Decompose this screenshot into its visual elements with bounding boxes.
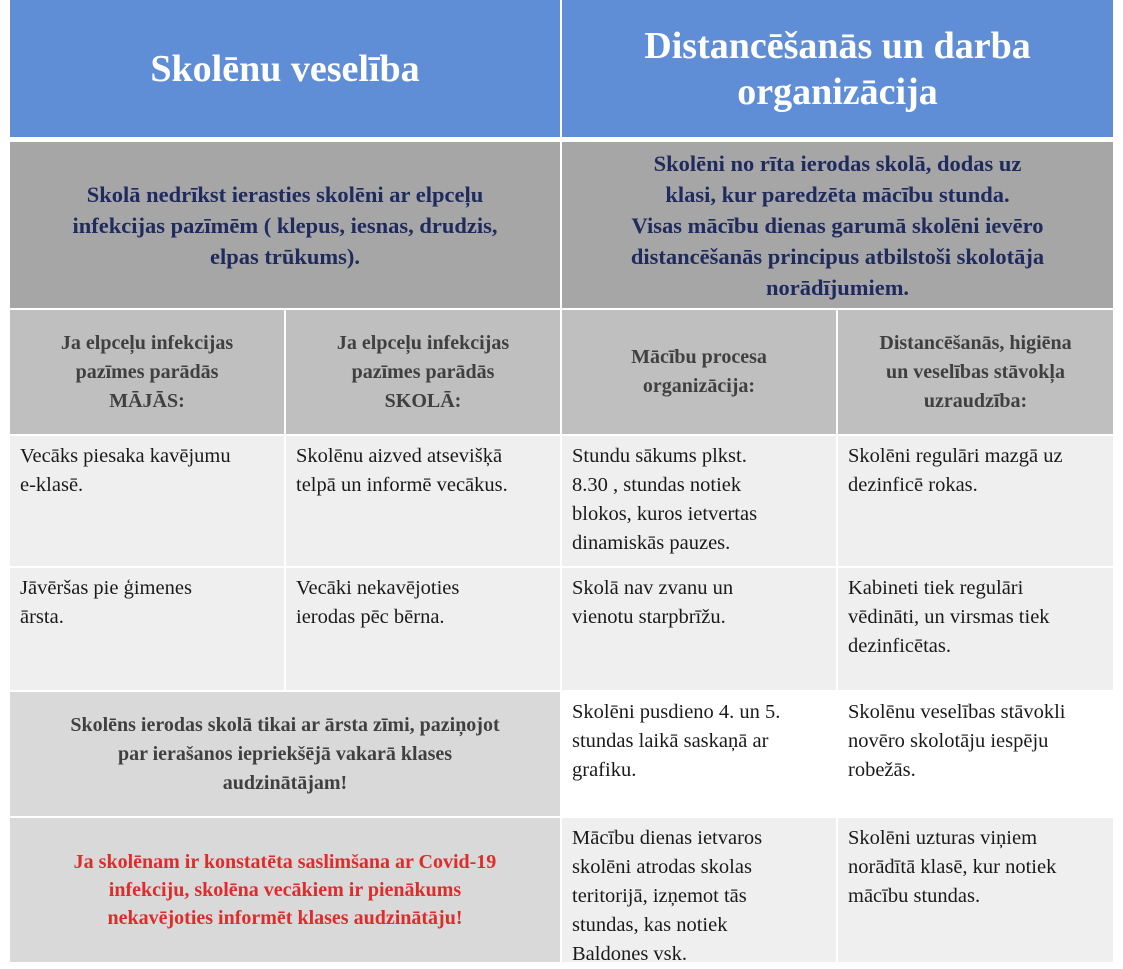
- table-cell: Vecāks piesaka kavējumu e-klasē.: [10, 436, 284, 566]
- covid-alert-notice: Ja skolēnam ir konstatēta saslimšana ar Covid-19 infekciju, skolēna vecākiem ir pienākums nekavējoties informēt klases audzinātāju!: [10, 818, 560, 962]
- table-cell: Skolā nav zvanu un vienotu starpbrīžu.: [562, 568, 836, 690]
- table-cell: Skolēni pusdieno 4. un 5. stundas laikā saskaņā ar grafiku.: [562, 692, 836, 816]
- table-cell: Mācību dienas ietvaros skolēni atrodas skolas teritorijā, izņemot tās stundas, kas notiek Baldones vsk.: [562, 818, 836, 962]
- subheader-rule-right: Skolēni no rīta ierodas skolā, dodas uz klasi, kur paredzēta mācību stunda. Visas mācību dienas garumā skolēni ievēro distancēšanās principus atbilstoši skolotāja norādījumiem.: [562, 142, 1113, 308]
- subheader-rule-left: Skolā nedrīkst ierasties skolēni ar elpceļu infekcijas pazīmēm ( klepus, iesnas, drudzis, elpas trūkums).: [10, 142, 560, 308]
- column-header-distancesanas-higiena: Distancēšanās, higiēna un veselības stāvokļa uzraudzība:: [838, 310, 1113, 434]
- table-cell: Skolēni regulāri mazgā uz dezinficē rokas.: [838, 436, 1113, 566]
- doctor-note-notice: Skolēns ierodas skolā tikai ar ārsta zīmi, paziņojot par ierašanos iepriekšējā vakarā klases audzinātājam!: [10, 692, 560, 816]
- column-header-macibu-process: Mācību procesa organizācija:: [562, 310, 836, 434]
- header-skolenu-veseliba: Skolēnu veselība: [10, 0, 560, 137]
- column-header-majas: Ja elpceļu infekcijas pazīmes parādās MĀJĀS:: [10, 310, 284, 434]
- header-distancesanas: Distancēšanās un darba organizācija: [562, 0, 1113, 137]
- table-cell: Skolēnu veselības stāvokli novēro skolotāju iespēju robežās.: [838, 692, 1113, 816]
- table-cell: Jāvēršas pie ģimenes ārsta.: [10, 568, 284, 690]
- table-cell: Vecāki nekavējoties ierodas pēc bērna.: [286, 568, 560, 690]
- table-cell: Kabineti tiek regulāri vēdināti, un virsmas tiek dezinficētas.: [838, 568, 1113, 690]
- table-cell: Skolēnu aizved atsevišķā telpā un informē vecākus.: [286, 436, 560, 566]
- table-cell: Skolēni uzturas viņiem norādītā klasē, kur notiek mācību stundas.: [838, 818, 1113, 962]
- column-header-skola: Ja elpceļu infekcijas pazīmes parādās SKOLĀ:: [286, 310, 560, 434]
- table-cell: Stundu sākums plkst. 8.30 , stundas notiek blokos, kuros ietvertas dinamiskās pauzes.: [562, 436, 836, 566]
